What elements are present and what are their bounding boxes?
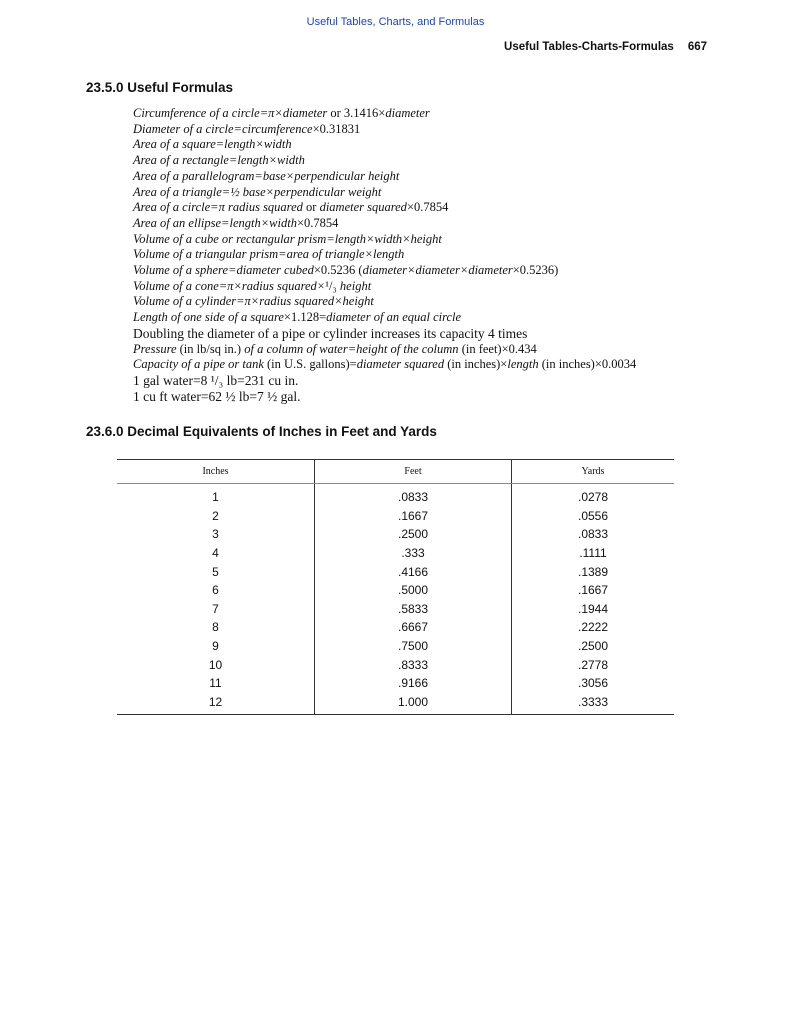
inches-cell: 6 [212, 583, 219, 598]
inches-cell: 12 [117, 693, 315, 715]
yards-cell: .3056 [512, 674, 675, 693]
formula-text: ×0.5236 ( [313, 263, 363, 278]
formula-text: Area of a circle=π radius squared [133, 200, 303, 215]
column-header-inches: Inches [117, 460, 315, 484]
formula-line [133, 200, 733, 216]
formula-text: ×0.5236) [512, 263, 559, 278]
formula-text: Area of a parallelogram=base×perpendicular height [133, 168, 400, 183]
formula-text: ×0.7854 [406, 200, 449, 215]
formula-text: 1 cu ft water=62 ½ lb=7 ½ gal. [133, 388, 301, 404]
formula-text: (in inches)× [444, 357, 508, 372]
yards-cell: .1389 [512, 562, 675, 581]
table-row [117, 581, 674, 600]
formula-text: length [507, 357, 539, 372]
formula-text: (in feet)×0.434 [458, 341, 537, 356]
formula-text: diameter of an equal circle [326, 310, 462, 325]
formula-line [133, 122, 733, 138]
formula-text: Area of an ellipse=length×width [133, 215, 297, 230]
formula-list [133, 106, 733, 404]
feet-cell: .8333 [315, 655, 512, 674]
formula-text: Circumference of a circle=π×diameter [133, 106, 328, 120]
formula-text: Volume of a cone=π×radius squared× [133, 278, 326, 293]
feet-cell: .4166 [315, 562, 512, 581]
feet-cell: .5000 [315, 581, 512, 600]
table-row [117, 637, 674, 656]
inches-cell: 2 [212, 508, 219, 523]
formula-text: Area of a square=length×width [133, 137, 292, 152]
inches-cell: 10 [208, 657, 223, 672]
formula-line [133, 106, 733, 122]
feet-cell: .0833 [315, 484, 512, 507]
table-row [117, 655, 674, 674]
formula-text: Area of a rectangle=length×width [133, 153, 305, 168]
formula-text: Length of one side of a square [133, 310, 284, 325]
formula-text: ×1.128= [283, 310, 327, 325]
formula-text: Diameter of a circle=circumference [133, 121, 313, 136]
table-row [117, 525, 674, 544]
formula-text: height [336, 278, 372, 293]
formula-line [133, 373, 733, 389]
top-header-link[interactable]: Useful Tables, Charts, and Formulas [306, 16, 485, 28]
formula-text: Volume of a sphere=diameter cubed [133, 263, 314, 278]
page-number: 667 [687, 41, 707, 53]
formula-line [133, 389, 733, 405]
inches-cell: 3 [212, 527, 219, 542]
section-title-decimal-table: 23.6.0 Decimal Equivalents of Inches in Feet and Yards [86, 424, 437, 439]
yards-cell: .2222 [512, 618, 675, 637]
formula-text: Volume of a triangular prism=area of triangle×length [133, 247, 405, 262]
formula-text: diameter squared [356, 357, 445, 372]
formula-line [133, 247, 733, 263]
column-header-feet: Feet [315, 460, 512, 484]
formula-text: Doubling the diameter of a pipe or cylinder increases its capacity 4 times [133, 325, 528, 341]
inches-cell: 1 [212, 490, 219, 505]
running-header [504, 41, 707, 53]
yards-cell: .0278 [512, 484, 675, 507]
formula-text: ¹/₃ [325, 278, 337, 293]
formula-text: (in lb/sq in.) [176, 341, 245, 356]
inches-cell: 5 [212, 564, 219, 579]
formula-text: of a column of water=height of the column [244, 341, 459, 356]
formula-line [133, 279, 733, 295]
formula-text: diameter [385, 106, 430, 120]
yards-cell: .3333 [512, 693, 675, 715]
table-row [117, 544, 674, 563]
table-row [117, 600, 674, 619]
decimal-equivalents-table [117, 459, 674, 715]
table-header-row [117, 460, 674, 484]
formula-line [133, 137, 733, 153]
formula-text: Pressure [133, 341, 177, 356]
inches-cell: 4 [212, 546, 219, 561]
formula-text: or 3.1416× [327, 106, 386, 120]
feet-cell: 1.000 [315, 693, 512, 715]
yards-cell: .0556 [512, 507, 675, 526]
formula-text: Capacity of a pipe or tank [133, 357, 264, 372]
formula-line [133, 232, 733, 248]
feet-cell: .9166 [315, 674, 512, 693]
table-row [117, 507, 674, 526]
formula-line [133, 153, 733, 169]
formula-text: ×0.7854 [296, 215, 339, 230]
formula-text: Volume of a cube or rectangular prism=length×width×height [133, 231, 442, 246]
formula-line [133, 185, 733, 201]
formula-text: or [302, 200, 320, 215]
yards-cell: .2778 [512, 655, 675, 674]
feet-cell: .333 [315, 544, 512, 563]
formula-line [133, 216, 733, 232]
table-row [117, 674, 674, 693]
feet-cell: .2500 [315, 525, 512, 544]
inches-cell: 11 [209, 676, 222, 691]
inches-cell: 8 [212, 620, 219, 635]
inches-cell: 7 [212, 601, 219, 616]
formula-line [133, 169, 733, 185]
table-row [117, 693, 674, 715]
feet-cell: .1667 [315, 507, 512, 526]
inches-cell: 9 [212, 639, 219, 654]
table-body [117, 484, 674, 715]
table-row [117, 562, 674, 581]
section-title-formulas: 23.5.0 Useful Formulas [86, 80, 234, 95]
formula-text: Volume of a cylinder=π×radius squared×height [133, 294, 374, 309]
formula-line [133, 310, 733, 326]
yards-cell: .1667 [512, 581, 675, 600]
table-row [117, 484, 674, 507]
running-title: Useful Tables-Charts-Formulas [504, 41, 674, 53]
yards-cell: .0833 [512, 525, 675, 544]
yards-cell: .1111 [512, 544, 675, 563]
formula-text: diameter×diameter×diameter [362, 263, 513, 278]
yards-cell: .1944 [512, 600, 675, 619]
formula-text: ×0.31831 [312, 121, 361, 136]
formula-line [133, 263, 733, 279]
formula-text: (in U.S. gallons)= [263, 357, 357, 372]
formula-line [133, 294, 733, 310]
formula-text: diameter squared [319, 200, 407, 215]
formula-text: 1 gal water=8 ¹/₃ lb=231 cu in. [133, 372, 299, 388]
formula-line [133, 326, 733, 342]
table-row [117, 618, 674, 637]
formula-text: (in inches)×0.0034 [538, 357, 637, 372]
feet-cell: .7500 [315, 637, 512, 656]
yards-cell: .2500 [512, 637, 675, 656]
formula-line [133, 342, 733, 358]
feet-cell: .6667 [315, 618, 512, 637]
column-header-yards: Yards [512, 460, 675, 484]
formula-text: Area of a triangle=½ base×perpendicular weight [133, 184, 382, 199]
feet-cell: .5833 [315, 600, 512, 619]
formula-line [133, 357, 733, 373]
